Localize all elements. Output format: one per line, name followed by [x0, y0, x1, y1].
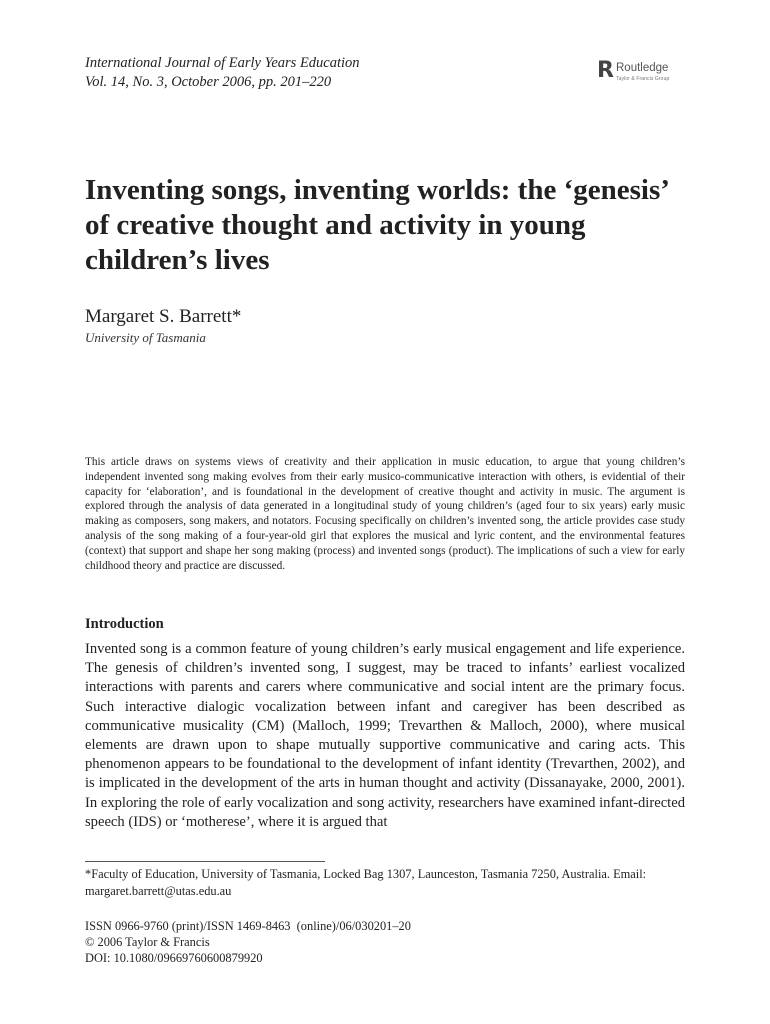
journal-volume-info: Vol. 14, No. 3, October 2006, pp. 201–220: [85, 74, 332, 90]
author-name: Margaret S. Barrett*: [85, 306, 242, 327]
publisher-name: Routledge: [616, 62, 669, 74]
publication-info: [85, 918, 411, 966]
section-heading-introduction: Introduction: [85, 616, 164, 632]
author-footnote: *Faculty of Education, University of Tasmania, Locked Bag 1307, Launceston, Tasmania 7250, Australia. Email: margaret.barrett@utas.edu.au: [85, 867, 647, 898]
article-title: Inventing songs, inventing worlds: the ‘genesis’ of creative thought and activity in young children’s lives: [85, 174, 668, 276]
author-affiliation: University of Tasmania: [85, 330, 206, 345]
journal-name: International Journal of Early Years Education: [85, 55, 360, 71]
introduction-paragraph: Invented song is a common feature of young children’s early musical engagement and life experience. The genesis of children’s invented song, I suggest, may be traced to infants’ earliest vocalized interactions with parents and carers where communicative and social intent are the primary focus. Such interactive dialogic vocalization between infant and caregiver has been described as communicative musicality (CM) (Malloch, 1999; Trevarthen & Malloch, 2000), where musical elements are drawn upon to shape mutually supportive communicative and caring acts. This phenomenon appears to be foundational to the development of infant identity (Trevarthen, 2002), and is implicated in the development of the arts in human thought and activity (Dissanayake, 2000, 2001). In exploring the role of early vocalization and song activity, researchers have examined infant-directed speech (IDS) or ‘motherese’, where it is argued that: [85, 641, 685, 830]
journal-header: [85, 54, 360, 92]
footnote-divider: [85, 861, 325, 862]
abstract: This article draws on systems views of creativity and their application in music education, to argue that young children’s independent invented song making evolves from their early musico-communicative interaction with others, is evidential of their capacity for ‘elaboration’, and is foundational in the development of creative thought and activity in music. The argument is explored through the analysis of data generated in a longitudinal study of young children’s (aged four to six years) early music making as composers, song makers, and notators. Focusing specifically on children’s invented song, the article provides case study analysis of the song making of a four-year-old girl that explores the musical and lyric content, and the environmental features (context) that support and shape her song making (process) and invented songs (product). The implications of such a view for early childhood theory and practice are discussed.: [85, 456, 685, 572]
publisher-group: Taylor & Francis Group: [616, 76, 670, 82]
doi-line: DOI: 10.1080/09669760600879920: [85, 951, 263, 965]
publisher-logo: [597, 60, 687, 84]
copyright-line: © 2006 Taylor & Francis: [85, 935, 210, 949]
publisher-logo-icon: R: [597, 58, 614, 83]
issn-line: ISSN 0966-9760 (print)/ISSN 1469-8463 (online)/06/030201–20: [85, 919, 411, 933]
